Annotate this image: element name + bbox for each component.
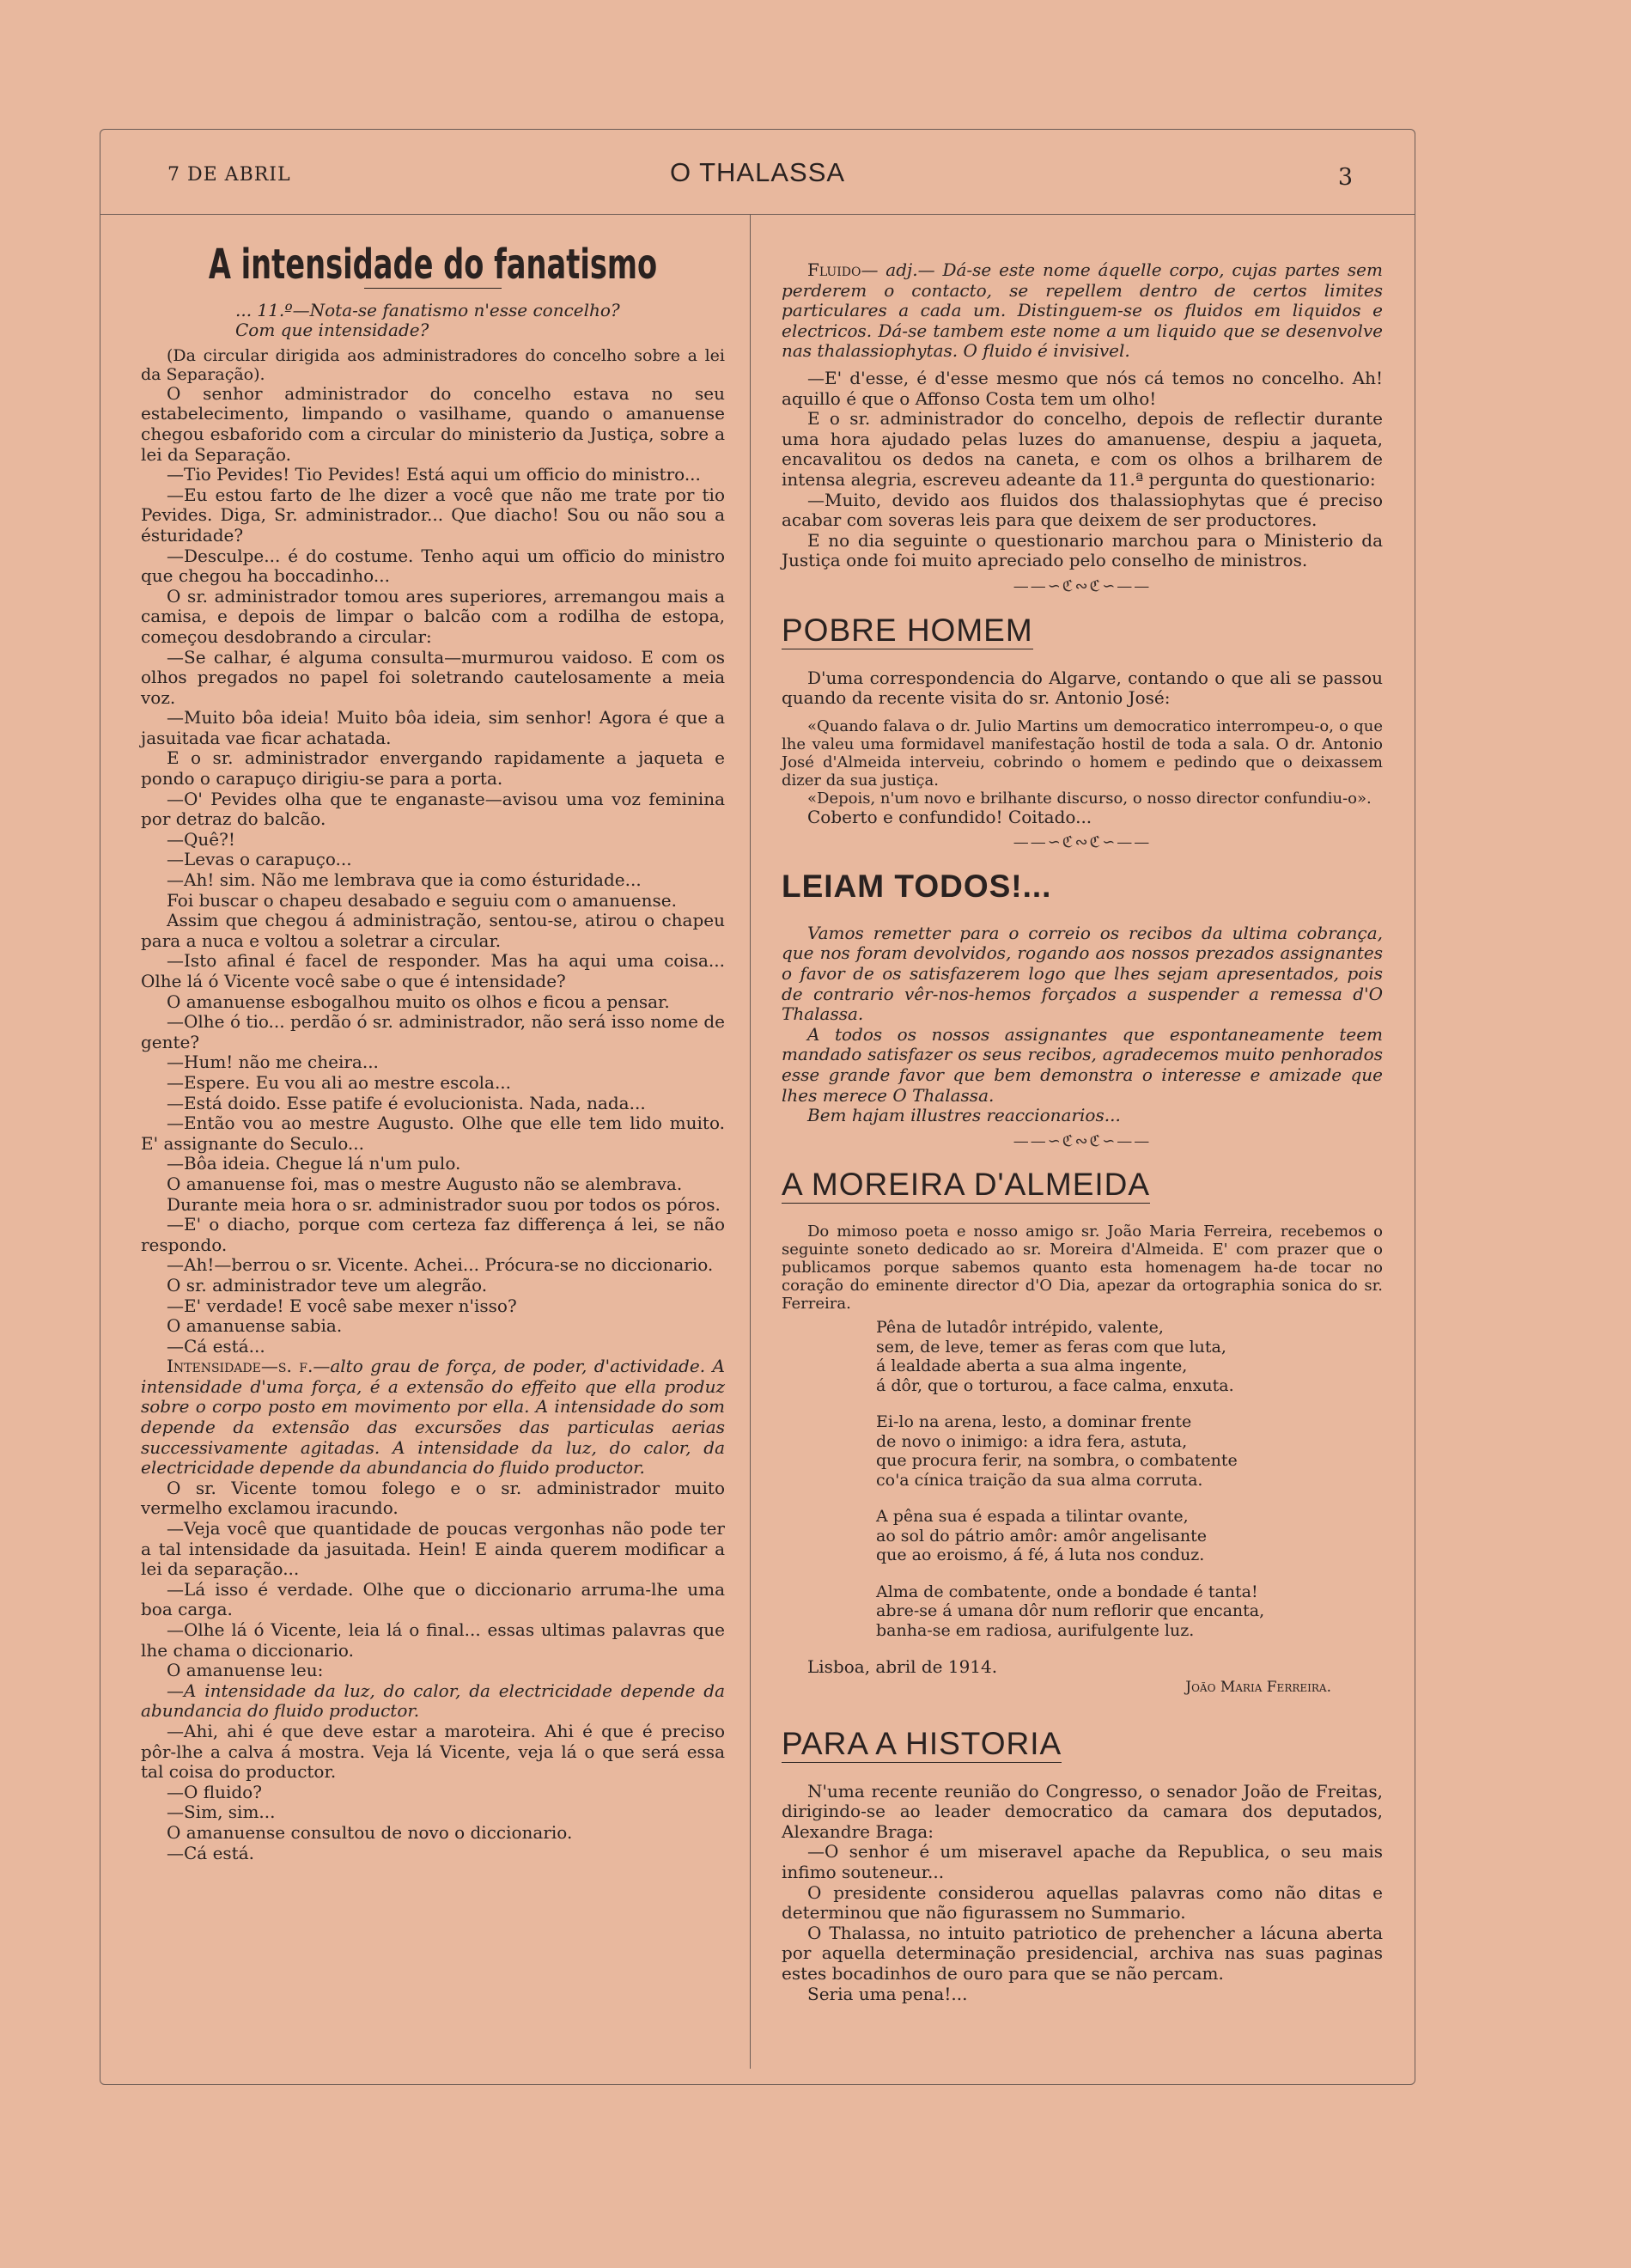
paragraph: —Olhe lá ó Vicente, leia lá o final... essas ultimas palavras que lhe chama o diccionario. [141,1619,725,1661]
paragraph: E o sr. administrador envergando rapidamente a jaqueta e pondo o carapuço dirigiu-se para a porta. [141,747,725,790]
paragraph: O presidente considerou aquellas palavras como não ditas e determinou que não figurassem no Summario. [782,1881,1383,1924]
paragraph: O sr. administrador tomou ares superiores, arremangou mais a camisa, e depois de limpar o balcão com a rodilha de estopa, começou desdobrando a circular: [141,585,725,647]
verse: á dôr, que o torturou, a face calma, enxuta. [876,1375,1234,1395]
verse: á lealdade aberta a sua alma ingente, [876,1357,1188,1376]
paragraph: —Ahi, ahi é que deve estar a maroteira. Ahi é que é preciso pôr-lhe a calva á mostra. Veja lá Vicente, veja lá o que será essa tal coisa do productor. [141,1720,725,1783]
epigraph-line: ... 11.º—Nota-se fanatismo n'esse concelho? [235,299,620,320]
verse: Alma de combatente, onde a bondade é tanta! [876,1582,1258,1601]
paragraph: O amanuense sabia. [167,1315,343,1337]
definition-term: Intensidade—s. f. [167,1356,313,1377]
paragraph: —Desculpe... é do costume. Tenho aqui um officio do ministro que chegou ha boccadinho... [141,545,725,587]
paragraph: —Bôa ideia. Chegue lá n'um pulo. [167,1153,461,1174]
paragraph: —O senhor é um miseravel apache da Republica, o seu mais infimo souteneur... [782,1841,1383,1882]
paragraph: A todos os nossos assignantes que espontaneamente teem mandado satisfazer os seus recibos, agradecemos muito penhorados esse grande favor que bem demonstra o interesse e amizade que lhes merece O Thalassa. [782,1023,1383,1106]
paragraph: —Hum! não me cheira... [167,1052,379,1073]
section-title-moreira: A MOREIRA D'ALMEIDA [782,1167,1151,1203]
story-body-continued [141,1478,725,1863]
paragraph: —Isto afinal é facel de responder. Mas ha aqui uma coisa... Olhe lá ó Vicente você sabe o que é intensidade? [141,950,725,991]
stanza [876,1318,1383,1395]
newspaper-page [100,129,1415,2085]
newspaper-title: O THALASSA [669,157,846,187]
page-header [100,130,1415,215]
paragraph: —E' d'esse, é d'esse mesmo que nós cá temos no concelho. Ah! aquillo é que o Affonso Costa tem um olho! [782,367,1383,409]
column-divider [750,214,751,2069]
paragraph: E no dia seguinte o questionario marchou para o Ministerio da Justiça onde foi muito apreciado pelo conselho de ministros. [782,529,1383,571]
page-number: 3 [1337,164,1353,191]
fluido-definition [782,260,1383,362]
section-title-pobre-homem: POBRE HOMEM [782,612,1033,648]
ornament-divider: ——∽ℭ∾ℭ∽—— [1013,833,1152,852]
verse: que ao eroismo, á fé, á luta nos conduz. [876,1546,1205,1565]
paragraph: O sr. administrador teve um alegrão. [167,1274,488,1296]
paragraph: —E' o diacho, porque com certeza faz differença á lei, se não respondo. [141,1214,725,1255]
epigraph [235,301,691,341]
stanza [876,1582,1383,1641]
dateline: Lisboa, abril de 1914. [807,1656,998,1678]
stanza [876,1412,1383,1490]
ornament-divider: ——∽ℭ∾ℭ∽—— [1013,576,1152,595]
story-body [141,384,725,1357]
definition-body: —alto grau de força, de poder, d'actividade. A intensidade d'uma força, é a extensão do effeito que ella produz sobre o corpo posto em movimento por ella. A intensidade do som depende da extensão das excursões das particulas aerias successivamente agitadas. A intensidade da luz, do calor, da electricidade depende da abundancia do fluido productor. [141,1356,725,1478]
epigraph-line: Com que intensidade? [235,320,429,341]
paragraph: —Cá está... [167,1335,265,1357]
paragraph: Seria uma pena!... [807,1983,968,2004]
paragraph: —Veja você que quantidade de poucas vergonhas não pode ter a tal intensidade da jasuitada. Hein! E ainda querem modificar a lei da separação... [141,1518,725,1580]
paragraph: —Cá está. [167,1842,255,1863]
paragraph: —Muito bôa ideia! Muito bôa ideia, sim senhor! Agora é que a jasuitada vae ficar achatada. [141,707,725,748]
paragraph: Bem hajam illustres reaccionarios... [807,1105,1121,1126]
paragraph: O amanuense foi, mas o mestre Augusto não se alembrava. [167,1173,683,1194]
paragraph: —Olhe ó tio... perdão ó sr. administrador, não será isso nome de gente? [141,1011,725,1052]
paragraph: O amanuense consultou de novo o diccionario. [167,1821,573,1843]
verse: Pêna de lutadôr intrépido, valente, [876,1318,1164,1338]
left-column [141,241,725,1863]
paragraph: —E' verdade! E você sabe mexer n'isso? [167,1295,517,1316]
definition-term: Fluido [807,259,861,280]
paragraph: —Então vou ao mestre Augusto. Olhe que elle tem lido muito. E' assignante do Seculo... [141,1113,725,1154]
verse: de novo o inimigo: a idra fera, astuta, [876,1431,1188,1451]
paragraph: Coberto e confundido! Coitado... [807,806,1092,827]
paragraph: Durante meia hora o sr. administrador suou por todos os póros. [167,1193,721,1215]
paragraph: O amanuense esbogalhou muito os olhos e ficou a pensar. [167,991,670,1012]
story-ending [782,369,1383,571]
article-title: A intensidade do fanatismo [208,241,658,289]
quotation [782,717,1383,808]
paragraph: N'uma recente reunião do Congresso, o senador João de Freitas, dirigindo-se ao leader democratico da camara dos deputados, Alexandre Braga: [782,1780,1383,1842]
verse: banha-se em radiosa, aurifulgente luz. [876,1620,1195,1640]
paragraph: —Sim, sim... [167,1802,276,1823]
paragraph: —O' Pevides olha que te enganaste—avisou uma voz feminina por detraz do balcão. [141,788,725,830]
sonnet [876,1318,1383,1640]
paragraph: —A intensidade da luz, do calor, da electricidade depende da abundancia do fluido productor. [141,1680,725,1722]
source-note: (Da circular dirigida aos administradores do concelho sobre a lei da Separação). [141,345,725,384]
paragraph: D'uma correspondencia do Algarve, contando o que ali se passou quando da recente visita do sr. Antonio José: [782,667,1383,709]
paragraph: —Quê?! [167,828,235,850]
paragraph: —Lá isso é verdade. Olhe que o diccionario arruma-lhe uma boa carga. [141,1578,725,1620]
paragraph: —O fluido? [167,1781,262,1802]
verse: sem, de leve, temer as feras com que luta, [876,1337,1226,1357]
paragraph: O Thalassa, no intuito patriotico de prehencher a lácuna aberta por aquella determinação presidencial, archiva nas suas paginas estes bocadinhos de ouro para que se não percam. [782,1922,1383,1984]
paragraph: E o sr. administrador do concelho, depois de reflectir durante uma hora ajudado pelas luzes do amanuense, despiu a jaqueta, encavalitou os dedos na caneta, e com os olhos a brilharem de intensa alegria, escreveu adeante da 11.ª pergunta do questionario: [782,408,1383,490]
verse: que procura ferir, na sombra, o combatente [876,1451,1238,1471]
paragraph: —Está doido. Esse patife é evolucionista. Nada, nada... [167,1092,646,1113]
paragraph: —Se calhar, é alguma consulta—murmurou vaidoso. E com os olhos pregados no papel foi soletrando cautelosamente a meia voz. [141,646,725,708]
paragraph: Foi buscar o chapeu desabado e seguiu com o amanuense. [167,889,677,911]
quote-paragraph: «Depois, n'um novo e brilhante discurso, o nosso director confundiu-o». [807,789,1372,808]
paragraph: O sr. Vicente tomou folego e o sr. administrador muito vermelho exclamou iracundo. [141,1477,725,1519]
paragraph: —Ah!—berrou o sr. Vicente. Achei... Prócura-se no diccionario. [167,1254,714,1276]
verse: ao sol do pátrio amôr: amôr angelisante [876,1526,1208,1546]
stanza [876,1507,1383,1565]
ornament-divider: ——∽ℭ∾ℭ∽—— [1013,1131,1152,1150]
verse: co'a cínica traição da sua alma corruta. [876,1470,1203,1490]
section-title-para-a-historia: PARA A HISTORIA [782,1725,1062,1761]
section-title-leiam-todos: LEIAM TODOS!... [782,868,1052,904]
verse: abre-se á umana dôr num reflorir que encanta, [876,1601,1265,1621]
paragraph: Do mimoso poeta e nosso amigo sr. João Maria Ferreira, recebemos o seguinte soneto dedicado ao sr. Moreira d'Almeida. E' com prazer que o publicamos porque sabemos quanto esta homenagem ha-de tocar no coração do eminente director d'O Dia, apezar da ortographia sonica do sr. Ferreira. [782,1222,1383,1314]
paragraph: —Espere. Eu vou ali ao mestre escola... [167,1071,512,1093]
paragraph: —Tio Pevides! Tio Pevides! Está aqui um officio do ministro... [167,464,701,485]
verse: A pêna sua é espada a tilintar ovante, [876,1507,1189,1527]
paragraph: O senhor administrador do concelho estava no seu estabelecimento, limpando o vasilhame, quando o amanuense chegou esbaforido com a circular do ministerio da Justiça, sobre a lei da Separação. [141,382,725,465]
header-date: 7 DE ABRIL [167,164,291,186]
author-signature: João Maria Ferreira. [1185,1679,1331,1696]
paragraph: —Ah! sim. Não me lembrava que ia como ésturidade... [167,869,642,891]
paragraph: Assim que chegou á administração, sentou-se, atirou o chapeu para a nuca e voltou a soletrar a circular. [141,910,725,951]
historia-body [782,1782,1383,2005]
definition-body: — adj.— Dá-se este nome áquelle corpo, cujas partes sem perderem o contacto, se repellem dentro de certos limites particulares a cada um. Distinguem-se os fluidos em liquidos e electricos. Dá-se tambem este nome a um liquido que se desenvolve nas thalassiophytas. O fluido é invisivel. [782,259,1383,362]
right-column [782,260,1383,2004]
dictionary-definition [141,1357,725,1478]
paragraph: Vamos remetter para o correio os recibos da ultima cobrança, que nos foram devolvidos, rogando aos nossos prezados assignantes o favor de os satisfazerem logo que lhes sejam apresentados, pois de contrario vêr-nos-hemos forçados a suspender a remessa d'O Thalassa. [782,922,1383,1025]
paragraph: O amanuense leu: [167,1660,324,1681]
verse: Ei-lo na arena, lesto, a dominar frente [876,1412,1192,1432]
notice-body [782,924,1383,1126]
paragraph: —Eu estou farto de lhe dizer a você que não me trate por tio Pevides. Diga, Sr. administrador... Que diacho! Sou ou não sou a ésturidade? [141,484,725,546]
paragraph: —Muito, devido aos fluidos dos thalassiophytas que é preciso acabar com soveras leis para que deixem de ser productores. [782,489,1383,531]
paragraph: —Levas o carapuço... [167,849,352,870]
quote-paragraph: «Quando falava o dr. Julio Martins um democratico interrompeu-o, o que lhe valeu uma formidavel manifestação hostil de toda a sala. O dr. Antonio José d'Almeida interveiu, cobrindo o homem e pedindo que o deixassem dizer da sua justiça. [782,716,1383,790]
